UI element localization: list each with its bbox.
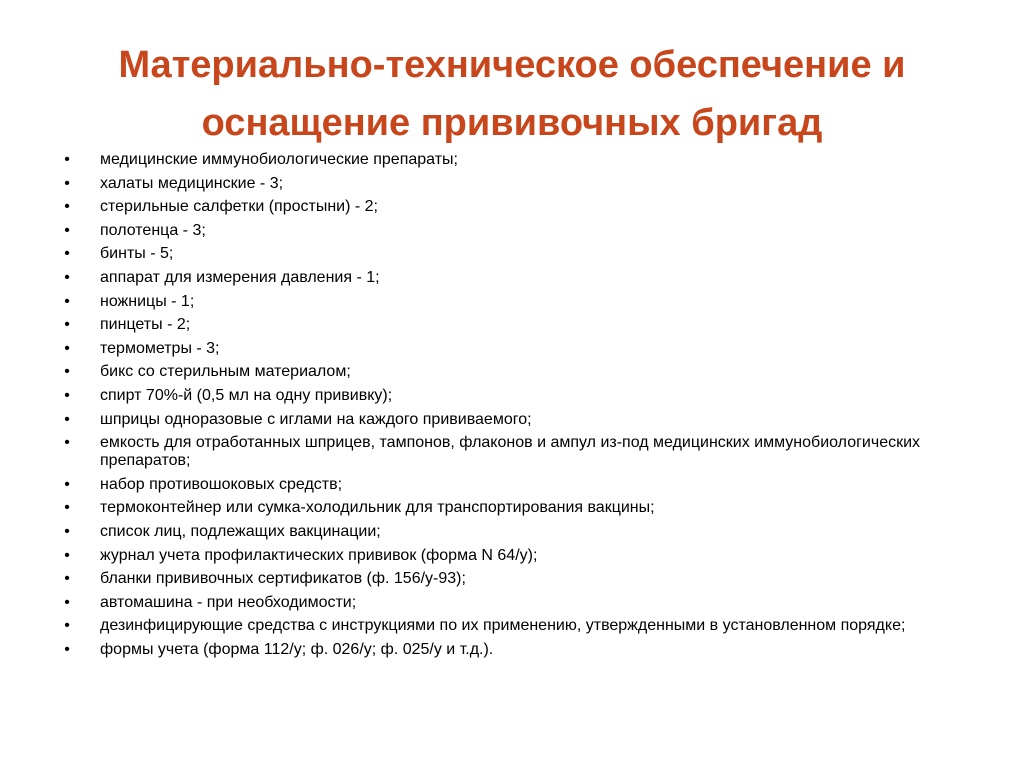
bullet-icon: • xyxy=(64,617,70,635)
bullet-icon: • xyxy=(64,221,70,239)
bullet-icon: • xyxy=(64,475,70,493)
bullet-icon: • xyxy=(64,593,70,611)
slide-title-line-2: оснащение прививочных бригад xyxy=(201,102,823,144)
bullet-icon: • xyxy=(64,174,70,192)
list-item-text: термометры - 3; xyxy=(100,339,220,357)
bullet-icon: • xyxy=(64,316,70,334)
list-item-text: дезинфицирующие средства с инструкциями по их применению, утвержденными в установленном порядке; xyxy=(100,617,906,635)
bullet-icon: • xyxy=(64,245,70,263)
list-item xyxy=(60,434,930,470)
bullet-icon: • xyxy=(64,268,70,286)
bullet-icon: • xyxy=(64,570,70,588)
list-item-text: пинцеты - 2; xyxy=(100,316,191,334)
list-item xyxy=(60,387,930,405)
slide-title xyxy=(60,36,964,152)
list-item-text: список лиц, подлежащих вакцинации; xyxy=(100,522,381,540)
list-item xyxy=(60,245,930,263)
bullet-icon: • xyxy=(64,522,70,540)
bullet-icon: • xyxy=(64,434,70,452)
list-item xyxy=(60,641,930,659)
list-item xyxy=(60,594,930,612)
list-item-text: набор противошоковых средств; xyxy=(100,475,343,493)
bullet-icon: • xyxy=(64,410,70,428)
list-item xyxy=(60,340,930,358)
list-item xyxy=(60,411,930,429)
list-item xyxy=(60,547,930,565)
list-item-text: халаты медицинские - 3; xyxy=(100,174,284,192)
list-item xyxy=(60,523,930,541)
list-item-text: спирт 70%-й (0,5 мл на одну прививку); xyxy=(100,386,393,404)
list-item xyxy=(60,222,930,240)
list-item-text: полотенца - 3; xyxy=(100,221,206,239)
bullet-icon: • xyxy=(64,546,70,564)
list-item xyxy=(60,476,930,494)
bullet-icon: • xyxy=(64,386,70,404)
list-item xyxy=(60,617,930,635)
list-item-text: шприцы одноразовые с иглами на каждого прививаемого; xyxy=(100,410,532,428)
list-item-text: формы учета (форма 112/у; ф. 026/у; ф. 025/у и т.д.). xyxy=(100,640,494,658)
list-item-text: ножницы - 1; xyxy=(100,292,195,310)
list-item xyxy=(60,499,930,517)
list-item xyxy=(60,175,930,193)
list-item xyxy=(60,316,930,334)
list-item-text: бикс со стерильным материалом; xyxy=(100,363,351,381)
list-item-text: бланки прививочных сертификатов (ф. 156/у-93); xyxy=(100,570,466,588)
list-item-text: емкость для отработанных шприцев, тампонов, флаконов и ампул из-под медицинских иммунобиологических препаратов; xyxy=(100,434,921,470)
list-item xyxy=(60,198,930,216)
list-item-text: медицинские иммунобиологические препараты; xyxy=(100,151,458,168)
list-item-text: бинты - 5; xyxy=(100,245,174,263)
slide-title-line-1: Материально-техническое обеспечение и xyxy=(118,44,906,86)
list-item-text: термоконтейнер или сумка-холодильник для транспортирования вакцины; xyxy=(100,499,655,517)
bullet-icon: • xyxy=(64,292,70,310)
list-item-text: журнал учета профилактических прививок (форма N 64/у); xyxy=(100,546,538,564)
bullet-icon: • xyxy=(64,339,70,357)
list-item-text: автомашина - при необходимости; xyxy=(100,593,357,611)
list-item xyxy=(60,293,930,311)
list-item xyxy=(60,269,930,287)
list-item-text: аппарат для измерения давления - 1; xyxy=(100,268,380,286)
bullet-icon: • xyxy=(64,640,70,658)
equipment-list xyxy=(60,151,930,664)
bullet-icon: • xyxy=(64,198,70,216)
bullet-icon: • xyxy=(64,499,70,517)
bullet-icon: • xyxy=(64,363,70,381)
list-item xyxy=(60,570,930,588)
list-item xyxy=(60,363,930,381)
bullet-icon: • xyxy=(64,151,70,168)
list-item xyxy=(60,151,930,169)
list-item-text: стерильные салфетки (простыни) - 2; xyxy=(100,198,378,216)
